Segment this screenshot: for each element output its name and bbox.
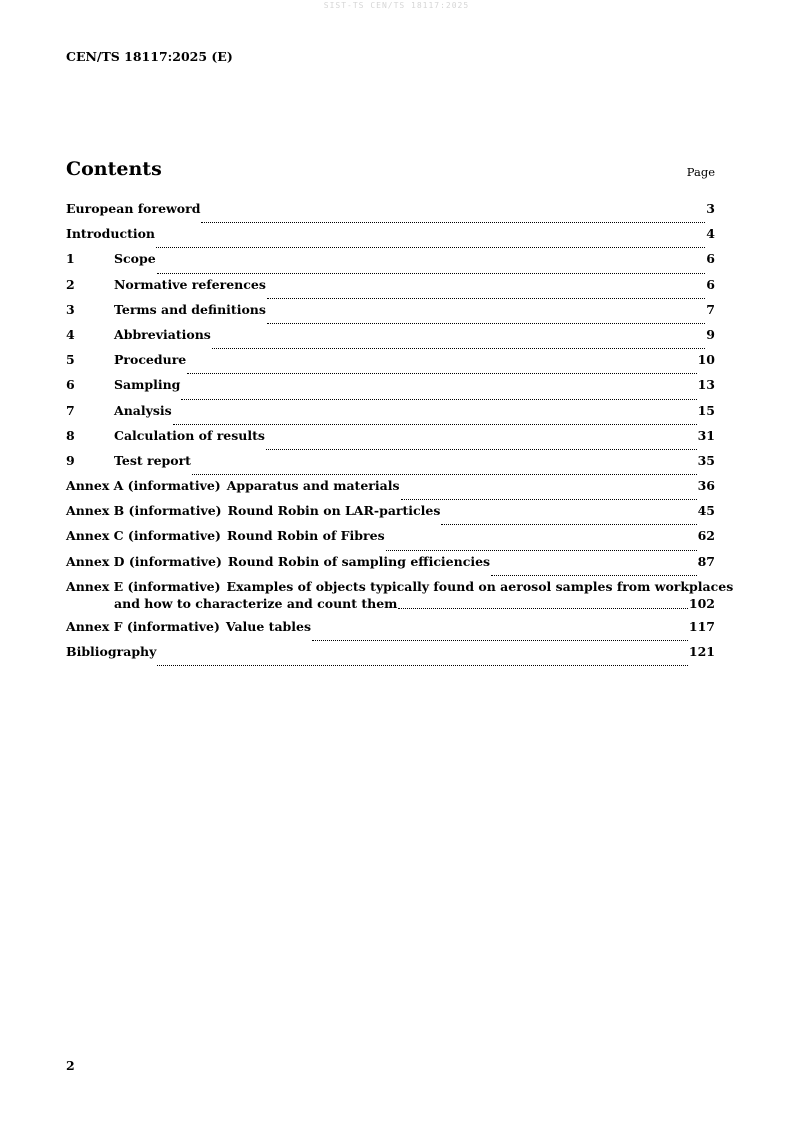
toc-annex-e-line1 — [66, 578, 734, 596]
dot-leader — [398, 607, 687, 609]
dot-leader — [181, 398, 696, 400]
toc-entry-annex-c[interactable] — [66, 528, 715, 553]
toc-title: Apparatus and materials — [226, 478, 400, 494]
toc-title: Abbreviations — [114, 326, 211, 342]
toc-entry-clause-7[interactable] — [66, 403, 715, 428]
toc-page: 102 — [688, 595, 715, 611]
toc-title: Round Robin of Fibres — [226, 528, 385, 544]
toc-entry-clause-4[interactable] — [66, 327, 715, 352]
dot-leader — [212, 347, 705, 349]
toc-entry-annex-d[interactable] — [66, 554, 715, 579]
toc-title-continued: and how to characterize and count them — [114, 595, 398, 611]
toc-title: Terms and definitions — [114, 301, 266, 317]
toc-page: 45 — [697, 503, 715, 519]
toc-title: Test report — [114, 452, 191, 468]
dot-leader — [386, 549, 697, 551]
toc-title: Procedure — [114, 352, 187, 368]
toc-page: 4 — [706, 226, 715, 242]
toc-page: 87 — [697, 553, 715, 569]
toc-page: 10 — [697, 352, 715, 368]
dot-leader — [157, 664, 688, 666]
toc-entry-clause-2[interactable] — [66, 277, 715, 302]
toc-entry-clause-5[interactable] — [66, 352, 715, 377]
toc-annex-label: Annex D (informative) — [66, 553, 222, 569]
toc-number: 1 — [66, 251, 75, 267]
toc-page: 121 — [688, 644, 715, 659]
toc-annex-label: Annex C (informative) — [66, 528, 221, 544]
dot-leader — [491, 574, 697, 576]
toc-page: 62 — [697, 528, 715, 544]
toc-entry-annex-a[interactable] — [66, 478, 715, 503]
toc-title: Calculation of results — [114, 427, 265, 443]
toc-annex-label: Annex E (informative) — [66, 578, 221, 594]
toc-page: 117 — [688, 618, 715, 634]
table-of-contents — [66, 201, 734, 669]
toc-entry-clause-6[interactable] — [66, 377, 715, 402]
dot-leader — [173, 423, 697, 425]
page-number: 2 — [66, 1058, 75, 1073]
toc-title: Analysis — [114, 402, 172, 418]
toc-entry-clause-3[interactable] — [66, 302, 715, 327]
toc-title: Introduction — [66, 226, 156, 242]
dot-leader — [267, 322, 705, 324]
dot-leader — [157, 272, 706, 274]
dot-leader — [192, 473, 697, 475]
toc-entry-bibliography[interactable] — [66, 644, 715, 669]
toc-number: 6 — [66, 377, 75, 393]
toc-entry-clause-8[interactable] — [66, 428, 715, 453]
toc-number: 2 — [66, 276, 75, 292]
toc-title: Round Robin of sampling efficiencies — [227, 553, 491, 569]
toc-page: 13 — [697, 377, 715, 393]
toc-annex-label: Annex B (informative) — [66, 503, 222, 519]
toc-page: 3 — [706, 201, 715, 216]
watermark: SIST-TS CEN/TS 18117:2025 — [323, 1, 470, 10]
dot-leader — [312, 639, 688, 641]
dot-leader — [401, 498, 697, 500]
toc-title: Round Robin on LAR-particles — [227, 503, 441, 519]
toc-page: 35 — [697, 452, 715, 468]
toc-page: 7 — [706, 301, 715, 317]
toc-entry-annex-e[interactable] — [66, 578, 734, 612]
contents-title: Contents — [66, 158, 162, 180]
toc-annex-label: Annex F (informative) — [66, 618, 220, 634]
page-column-label: Page — [686, 165, 715, 179]
dot-leader — [156, 246, 705, 248]
dot-leader — [267, 297, 705, 299]
dot-leader — [201, 221, 705, 223]
toc-title: European foreword — [66, 201, 201, 216]
toc-page: 6 — [706, 276, 715, 292]
toc-page: 36 — [697, 478, 715, 494]
toc-entry-annex-b[interactable] — [66, 503, 715, 528]
toc-title: Bibliography — [66, 644, 157, 659]
document-id: CEN/TS 18117:2025 (E) — [66, 49, 233, 64]
toc-page: 15 — [697, 402, 715, 418]
toc-title: Value tables — [225, 618, 312, 634]
dot-leader — [266, 448, 697, 450]
toc-entry-foreword[interactable] — [66, 201, 715, 226]
toc-number: 9 — [66, 452, 75, 468]
toc-entry-annex-f[interactable] — [66, 619, 715, 644]
dot-leader — [441, 523, 696, 525]
toc-number: 4 — [66, 326, 75, 342]
toc-page: 6 — [706, 251, 715, 267]
toc-title: Scope — [114, 251, 156, 267]
toc-entry-clause-9[interactable] — [66, 453, 715, 478]
toc-title: Sampling — [114, 377, 181, 393]
toc-number: 3 — [66, 301, 75, 317]
toc-page: 31 — [697, 427, 715, 443]
toc-title: Normative references — [114, 276, 266, 292]
toc-number: 8 — [66, 427, 75, 443]
toc-number: 7 — [66, 402, 75, 418]
toc-entry-clause-1[interactable] — [66, 251, 715, 276]
toc-title: Examples of objects typically found on aerosol samples from workplaces — [226, 578, 734, 594]
toc-number: 5 — [66, 352, 75, 368]
toc-annex-e-line2 — [66, 596, 715, 612]
toc-page: 9 — [706, 326, 715, 342]
toc-entry-introduction[interactable] — [66, 226, 715, 251]
toc-annex-label: Annex A (informative) — [66, 478, 221, 494]
dot-leader — [187, 372, 696, 374]
